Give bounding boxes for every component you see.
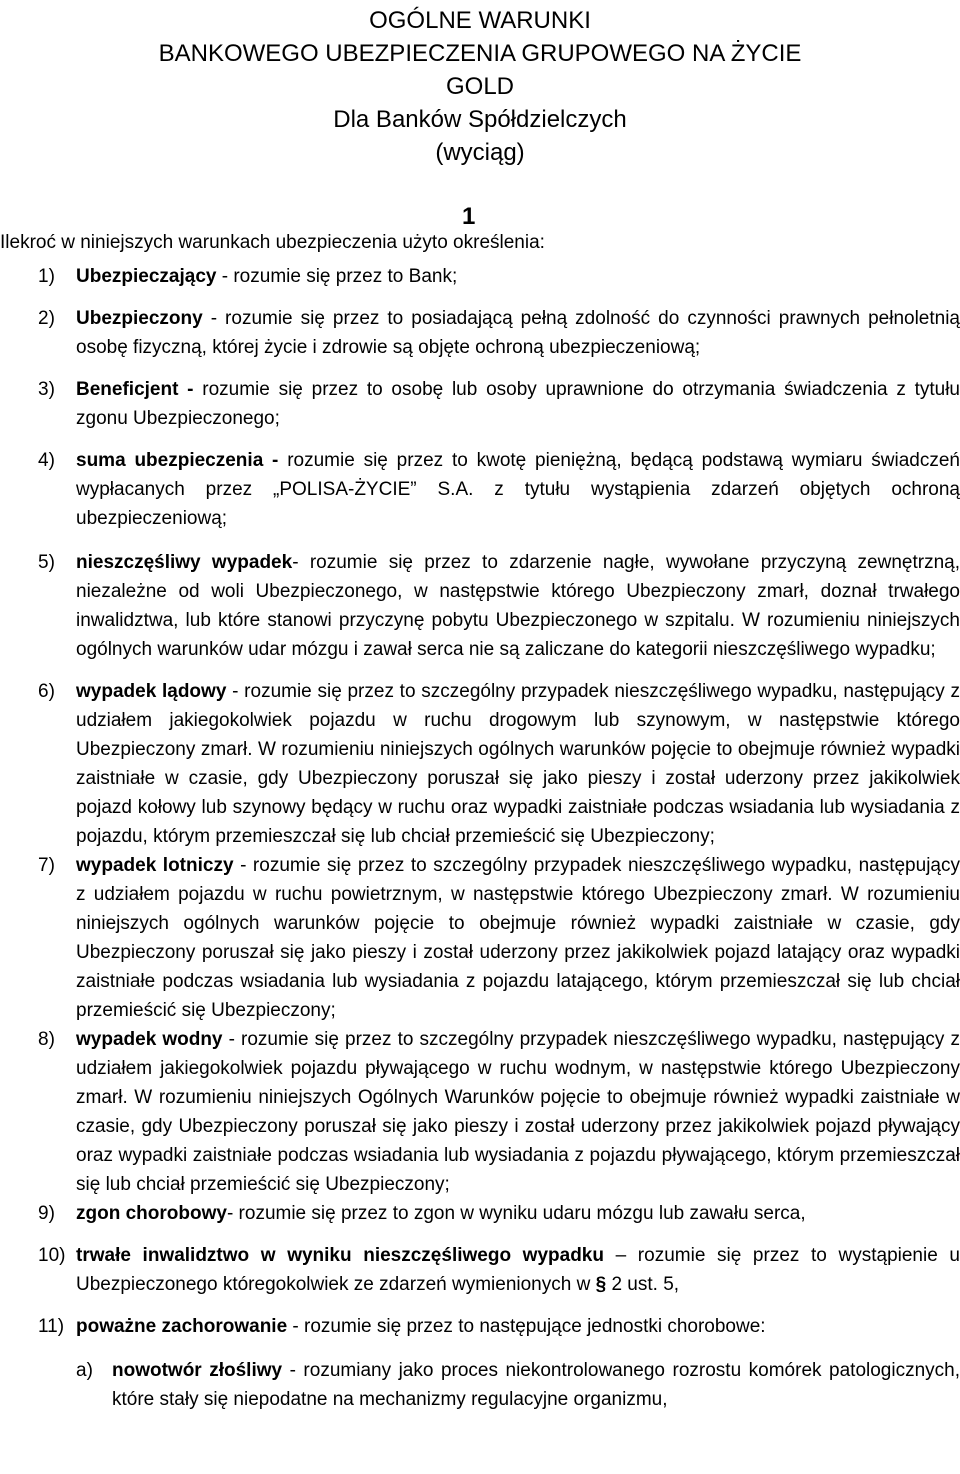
sub-item-term: nowotwór złośliwy [112,1360,283,1381]
definition-item [0,1241,960,1299]
item-number: 4) [38,450,55,471]
item-number: 1) [38,266,55,287]
sub-item-text: - rozumiany jako proces niekontrolowanego rozrostu komórek patologicznych, które stały się niepodatne na mechanizmy regulacyjne organizmu, [112,1360,960,1410]
item-text: – rozumie się przez to wystąpienie u Ubezpieczonego któregokolwiek ze zdarzeń wymienionych w [76,1245,960,1295]
item-number: 8) [38,1029,55,1050]
definition-item [0,1199,960,1228]
item-term: poważne zachorowanie [76,1316,288,1337]
intro-text: Ilekroć w niniejszych warunkach ubezpieczenia użyto określenia: [0,232,545,253]
definition-item [0,1312,960,1341]
definition-item [0,851,960,1025]
item-number: 5) [38,552,55,573]
definition-item [0,548,960,664]
item-text: - rozumie się przez to zgon w wyniku udaru mózgu lub zawału serca, [226,1203,806,1224]
item-term: zgon chorobowy [76,1203,227,1224]
title-line-4: Dla Banków Spółdzielczych [333,106,627,133]
sub-item [0,1356,960,1414]
item-number: 6) [38,681,55,702]
document-title [0,0,960,169]
section-number: 1 [462,203,476,230]
title-line-2: BANKOWEGO UBEZPIECZENIA GRUPOWEGO NA ŻYCIE [158,40,802,67]
definitions-list [0,262,960,1414]
item-number: 3) [38,379,55,400]
item-term: wypadek lądowy [76,681,227,702]
item-number: 11) [38,1316,65,1337]
item-number: 9) [38,1203,55,1224]
sub-item-letter: a) [76,1360,93,1381]
item-term: Beneficjent - [76,379,194,400]
title-line-5: (wyciąg) [435,139,525,166]
title-line-3: GOLD [445,73,514,100]
item-number: 10) [38,1245,66,1266]
item-number: 2) [38,308,55,329]
item-text: - rozumie się przez to zdarzenie nagłe, wywołane przyczyną zewnętrzną, niezależne od woli Ubezpieczonego, w następstwie którego Ubezpieczony zmarł, doznał trwałego inwalidztwa, lub które stanowi przyczynę pobytu Ubezpieczonego w szpitalu. W rozumieniu niniejszych ogólnych warunków udar mózgu i zawał serca nie są zaliczane do kategorii nieszczęśliwego wypadku; [76,552,960,660]
definition-item [0,304,960,362]
title-line-1: OGÓLNE WARUNKI [369,7,591,34]
item-number: 7) [38,855,55,876]
item-term: wypadek lotniczy [76,855,234,876]
item-term: Ubezpieczony [76,308,203,329]
definition-item [0,375,960,433]
item-text: - rozumie się przez to posiadającą pełną zdolność do czynności prawnych pełnoletnią osobę fizyczną, której życie i zdrowie są objęte ochroną ubezpieczeniową; [76,308,960,358]
definition-item [0,1025,960,1199]
item-text: - rozumie się przez to Bank; [216,266,458,287]
item-text-after: 2 ust. 5, [606,1274,680,1295]
item-term: trwałe inwalidztwo w wyniku nieszczęśliwego wypadku [76,1245,604,1266]
definition-item [0,446,960,533]
item-text: - rozumie się przez to szczególny przypadek nieszczęśliwego wypadku, następujący z udziałem jakiegokolwiek pojazdu w ruchu drogowym lub szynowym, w następstwie którego Ubezpieczony zmarł. W rozumieniu niniejszych ogólnych warunków pojęcie to obejmuje również wypadki zaistniałe w czasie, gdy Ubezpieczony poruszał się jako pieszy i został uderzony przez jakikolwiek pojazd kołowy lub szynowy będący w ruchu oraz wypadki zaistniałe podczas wsiadania lub wysiadania z pojazdu, którym przemieszczał się lub chciał przemieścić się Ubezpieczony; [76,681,960,847]
paragraph-sign: § [595,1274,607,1295]
definition-item [0,677,960,851]
item-term: suma ubezpieczenia - [76,450,279,471]
item-term: nieszczęśliwy wypadek [76,552,293,573]
item-text: - rozumie się przez to szczególny przypadek nieszczęśliwego wypadku, następujący z udziałem pojazdu w ruchu powietrznym, w następstwie którego Ubezpieczony zmarł. W rozumieniu niniejszych ogólnych warunków pojęcie to obejmuje również wypadki zaistniałe w czasie, gdy Ubezpieczony poruszał się jako pieszy i został uderzony przez jakikolwiek pojazd latający oraz wypadki zaistniałe podczas wsiadania lub wysiadania z pojazdu latającego, którym przemieszczał się lub chciał przemieścić się Ubezpieczony; [76,855,960,1021]
item-text: rozumie się przez to kwotę pieniężną, będącą podstawą wymiaru świadczeń wypłacanych przez „POLISA-ŻYCIE” S.A. z tytułu wystąpienia zdarzeń objętych ochroną ubezpieczeniową; [76,450,960,529]
definition-item [0,262,960,291]
item-term: wypadek wodny [76,1029,223,1050]
item-text: - rozumie się przez to następujące jednostki chorobowe: [287,1316,766,1337]
item-term: Ubezpieczający [76,266,217,287]
item-text: rozumie się przez to osobę lub osoby uprawnione do otrzymania świadczenia z tytułu zgonu Ubezpieczonego; [76,379,960,429]
item-text: - rozumie się przez to szczególny przypadek nieszczęśliwego wypadku, następujący z udziałem jakiegokolwiek pojazdu pływającego w ruchu wodnym, w następstwie którego Ubezpieczony zmarł. W rozumieniu niniejszych Ogólnych Warunków pojęcie to obejmuje również wypadki zaistniałe w czasie, gdy Ubezpieczony poruszał się jako pieszy i został uderzony przez jakikolwiek pojazd pływający oraz wypadki zaistniałe podczas wsiadania lub wysiadania z pojazdu pływającego, którym przemieszczał się lub chciał przemieścić się Ubezpieczony; [76,1029,960,1195]
